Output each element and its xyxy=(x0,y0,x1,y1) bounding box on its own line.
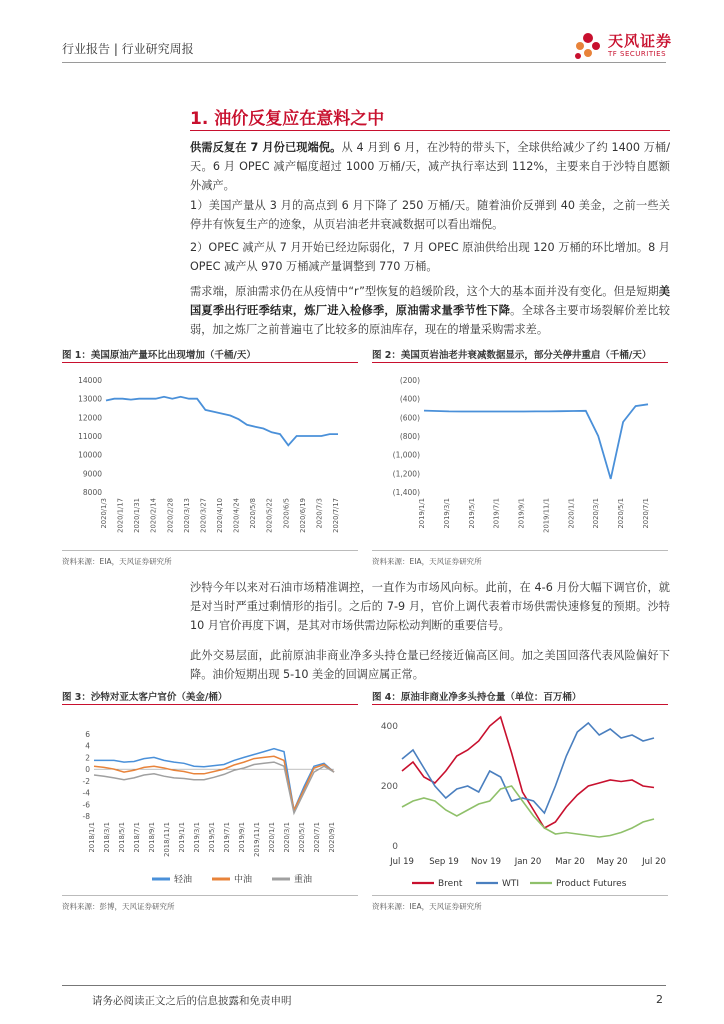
paragraph-4-b: 。全球各主要市场裂解价差比较弱，加之炼厂之前普遍屯了比较多的原油库存，现在的增量采购需求差。 xyxy=(190,304,670,336)
paragraph-1-text: 从 4 月到 6 月，在沙特的带头下，全球供给减少了约 1400 万桶/天。6 月 OPEC 减产幅度超过 1000 万桶/天，减产执行率达到 112%，主要来自于沙特自愿额外减产。 xyxy=(190,141,670,192)
fig4-xtick-label: Mar 20 xyxy=(555,857,585,867)
fig3-xtick-label: 2018/9/1 xyxy=(148,822,156,853)
fig3-plot xyxy=(83,730,336,885)
fig4-legend-label: WTI xyxy=(502,879,520,889)
fig4-xtick-label: Nov 19 xyxy=(470,857,502,867)
paragraph-4-bold: 美国夏季出行旺季结束，炼厂进入检修季，原油需求量季节性下降 xyxy=(190,285,670,317)
fig1-xtick-label: 2020/3/13 xyxy=(182,498,191,533)
fig3-ytick-label: -4 xyxy=(82,788,90,798)
fig1-rule xyxy=(62,362,358,363)
fig1-source: 资料来源：EIA，天风证券研究所 xyxy=(62,557,172,566)
fig4-legend-label: Brent xyxy=(438,879,463,889)
paragraph-4 xyxy=(190,282,670,339)
section-title: 1. 油价反复应在意料之中 xyxy=(190,109,385,129)
page-number: 2 xyxy=(656,993,663,1006)
fig4-ytick-label: 400 xyxy=(380,722,398,732)
section-underline xyxy=(190,130,670,131)
fig3-legend-label: 重油 xyxy=(294,875,313,885)
fig3-ytick-label: -6 xyxy=(82,800,90,810)
fig2-plot xyxy=(393,376,650,533)
fig2-ytick-label: (1,400) xyxy=(392,488,420,497)
fig4-chart xyxy=(372,708,668,894)
fig1-series-line-0 xyxy=(106,397,338,446)
fig1-ytick-label: 10000 xyxy=(78,450,102,460)
fig4-series-line-1 xyxy=(402,723,654,813)
fig3-series-line-1 xyxy=(94,756,334,810)
fig1-ytick-label: 13000 xyxy=(78,394,102,404)
fig3-source: 资料来源：彭博，天风证券研究所 xyxy=(62,902,175,911)
fig2-xtick-label: 2019/5/1 xyxy=(467,498,476,529)
fig1-ytick-label: 14000 xyxy=(78,376,102,385)
footer-disclaimer: 请务必阅读正文之后的信息披露和免责申明 xyxy=(92,995,292,1007)
fig3-legend-label: 轻油 xyxy=(174,875,193,885)
paragraph-1 xyxy=(190,138,670,195)
fig2-ytick-label: (1,000) xyxy=(392,450,420,460)
logo-text: 天风证券 xyxy=(608,32,673,50)
fig4-xtick-label: Jul 20 xyxy=(642,857,666,867)
fig1-xtick-label: 2020/1/3 xyxy=(100,498,108,529)
report-category: 行业报告 | 行业研究周报 xyxy=(62,42,194,56)
fig1-xtick-label: 2020/4/10 xyxy=(216,498,224,533)
fig1-xtick-label: 2020/4/24 xyxy=(232,498,241,533)
paragraph-6: 此外交易层面，此前原油非商业净多头持仓量已经接近偏高区间。加之美国回落代表风险偏好下降。油价短期出现 5-10 美金的回调应属正常。 xyxy=(190,649,670,681)
fig2-ytick-label: (400) xyxy=(399,394,420,404)
fig2-ytick-label: (800) xyxy=(399,432,420,441)
fig2-source-rule xyxy=(372,550,668,551)
fig3-xtick-label: 2019/3/1 xyxy=(193,822,201,853)
fig1-source-rule xyxy=(62,550,358,551)
paragraph-4-a: 需求端，原油需求仍在从疫情中“r”型恢复的趋缓阶段，这个大的基本面并没有变化。但是短期 xyxy=(190,285,659,298)
fig2-xtick-label: 2019/7/1 xyxy=(492,498,501,529)
fig4-xtick-label: May 20 xyxy=(596,857,628,867)
fig3-xtick-label: 2020/9/1 xyxy=(328,822,336,853)
fig3-source-rule xyxy=(62,895,358,896)
fig1-xtick-label: 2020/7/3 xyxy=(315,498,324,529)
fig2-xtick-label: 2020/3/1 xyxy=(592,498,601,529)
fig3-xtick-label: 2019/7/1 xyxy=(223,822,231,853)
fig4-source-rule xyxy=(372,895,668,896)
fig4-legend-label: Product Futures xyxy=(556,879,627,889)
fig2-ytick-label: (200) xyxy=(399,376,420,385)
fig1-ytick-label: 11000 xyxy=(78,432,102,441)
fig3-title: 图 3：沙特对亚太客户官价（美金/桶） xyxy=(62,692,228,703)
fig3-series-line-2 xyxy=(94,762,334,813)
fig2-title: 图 2：美国页岩油老井衰减数据显示，部分关停井重启（千桶/天） xyxy=(372,350,652,361)
fig3-xtick-label: 2018/1/1 xyxy=(88,822,96,853)
fig3-xtick-label: 2019/9/1 xyxy=(238,822,246,853)
fig2-xtick-label: 2020/1/1 xyxy=(567,498,576,529)
fig2-ytick-label: (1,200) xyxy=(392,469,420,479)
fig2-xtick-label: 2020/7/1 xyxy=(642,498,650,529)
fig2-xtick-label: 2019/1/1 xyxy=(418,498,426,529)
fig2-xtick-label: 2019/11/1 xyxy=(542,498,551,533)
fig1-xtick-label: 2020/1/31 xyxy=(133,498,142,533)
fig3-ytick-label: 4 xyxy=(85,741,90,751)
fig4-plot xyxy=(381,717,666,889)
paragraph-5: 沙特今年以来对石油市场精准调控，一直作为市场风向标。此前，在 4-6 月份大幅下调官价，就是对当时严重过剩情形的指引。之后的 7-9 月，官价上调代表着市场供需快速修复的预期。沙特 10 月官价再度下调，是其对市场供需边际松动判断的重要信号。 xyxy=(190,581,670,632)
fig3-ytick-label: 6 xyxy=(85,730,90,739)
fig4-xtick-label: Sep 19 xyxy=(429,857,459,867)
fig3-xtick-label: 2018/5/1 xyxy=(118,822,126,853)
fig4-title: 图 4：原油非商业净多头持仓量（单位：百万桶） xyxy=(372,692,582,703)
fig2-xtick-label: 2019/3/1 xyxy=(442,498,451,529)
fig3-xtick-label: 2018/7/1 xyxy=(133,822,141,853)
fig2-xtick-label: 2019/9/1 xyxy=(517,498,526,529)
fig2-chart xyxy=(372,366,668,546)
fig4-ytick-label: 0 xyxy=(392,842,398,852)
fig3-legend-label: 中油 xyxy=(234,875,253,885)
fig2-series-line-0 xyxy=(424,404,648,479)
fig2-rule xyxy=(372,362,668,363)
fig3-xtick-label: 2020/7/1 xyxy=(313,822,321,853)
fig3-ytick-label: -8 xyxy=(82,812,90,821)
fig3-xtick-label: 2020/5/1 xyxy=(298,822,306,853)
footer-divider xyxy=(62,985,666,986)
fig4-ytick-label: 200 xyxy=(380,782,398,792)
fig1-xtick-label: 2020/5/8 xyxy=(249,498,258,529)
fig4-rule xyxy=(372,704,668,705)
fig3-ytick-label: 2 xyxy=(85,753,90,763)
fig4-xtick-label: Jul 19 xyxy=(390,857,414,867)
paragraph-2: 1）美国产量从 3 月的高点到 6 月下降了 250 万桶/天。随着油价反弹到 40 美金，之前一些关停井有恢复生产的迹象，从页岩油老井衰减数据可以看出端倪。 xyxy=(190,199,670,231)
logo-subtext: TF SECURITIES xyxy=(608,50,667,58)
fig1-xtick-label: 2020/6/5 xyxy=(282,498,291,529)
fig1-ytick-label: 12000 xyxy=(78,413,102,423)
fig1-xtick-label: 2020/2/28 xyxy=(166,498,175,533)
fig1-xtick-label: 2020/2/14 xyxy=(149,498,158,533)
paragraph-1-lead: 供需反复在 7 月份已现端倪。 xyxy=(190,141,342,154)
fig3-xtick-label: 2018/11/1 xyxy=(163,822,171,857)
fig3-xtick-label: 2020/3/1 xyxy=(283,822,291,853)
fig2-ytick-label: (600) xyxy=(399,413,420,423)
fig1-xtick-label: 2020/6/19 xyxy=(298,498,307,533)
fig4-xtick-label: Jan 20 xyxy=(514,857,542,867)
fig3-xtick-label: 2020/1/1 xyxy=(268,822,276,853)
paragraph-3: 2）OPEC 减产从 7 月开始已经边际弱化，7 月 OPEC 原油供给出现 120 万桶的环比增加。8 月 OPEC 减产从 970 万桶减产量调整到 770 万桶。 xyxy=(190,241,670,273)
fig3-xtick-label: 2019/1/1 xyxy=(178,822,186,853)
fig1-xtick-label: 2020/1/17 xyxy=(116,498,125,533)
fig1-ytick-label: 9000 xyxy=(82,469,102,479)
fig4-series-line-2 xyxy=(402,786,654,837)
fig1-title: 图 1：美国原油产量环比出现增加（千桶/天） xyxy=(62,350,256,361)
fig3-xtick-label: 2018/3/1 xyxy=(103,822,111,853)
fig3-ytick-label: -2 xyxy=(82,776,90,786)
fig3-xtick-label: 2019/11/1 xyxy=(253,822,261,857)
fig1-ytick-label: 8000 xyxy=(82,488,102,497)
fig1-chart xyxy=(62,366,358,546)
fig3-ytick-label: 0 xyxy=(85,765,90,775)
fig2-source: 资料来源：EIA，天风证券研究所 xyxy=(372,557,482,566)
fig3-xtick-label: 2019/5/1 xyxy=(208,822,216,853)
fig3-rule xyxy=(62,704,358,705)
fig2-xtick-label: 2020/5/1 xyxy=(617,498,626,529)
fig1-xtick-label: 2020/3/27 xyxy=(199,498,208,533)
fig3-chart xyxy=(62,708,358,894)
fig1-xtick-label: 2020/5/22 xyxy=(265,498,274,533)
fig1-xtick-label: 2020/7/17 xyxy=(332,498,340,533)
fig1-plot xyxy=(78,376,340,533)
fig4-source: 资料来源：IEA，天风证券研究所 xyxy=(372,902,482,911)
